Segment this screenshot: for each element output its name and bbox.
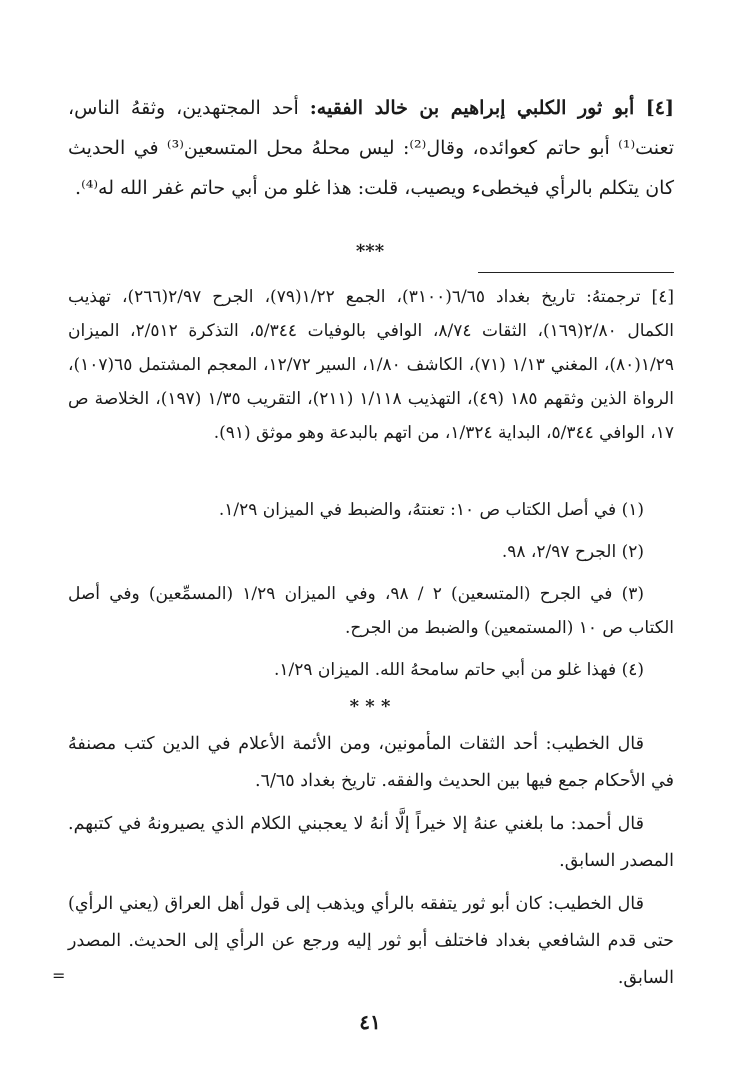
continuation-mark: = — [52, 966, 66, 985]
section-separator: ⁎⁎⁎ — [355, 236, 385, 257]
entry-paragraph — [68, 88, 674, 208]
footnote-4: (٤) فهذا غلو من أبي حاتم سامحهُ الله. الميزان ١/٢٩. — [273, 660, 644, 680]
quote-ahmad: قال أحمد: ما بلغني عنهُ إلا خيراً إلَّا أنهُ لا يعجبني الكلام الذي يصيرونهُ في كتبهم. المصدر السابق. — [68, 814, 674, 871]
footnote-2: (٢) الجرح ٢/٩٧، ٩٨. — [501, 542, 644, 562]
footnote-3: (٣) في الجرح (المتسعين) ٢ / ٩٨، وفي الميزان ١/٢٩ (المسمِّعين) وفي أصل الكتاب ص ١٠ (المستمعين) والضبط من الجرح. — [68, 584, 674, 638]
quotes-block — [68, 726, 674, 997]
quote-khatib-2: قال الخطيب: كان أبو ثور يتفقه بالرأي ويذهب إلى قول أهل العراق (يعني الرأي) حتى قدم الشافعي بغداد فاختلف أبو ثور إليه ورجع عن الرأي إلى الحديث. المصدر السابق. — [68, 894, 674, 988]
section-separator-mid: * * * — [349, 696, 391, 717]
entry-heading: [٤] أبو ثور الكلبي إبراهيم بن خالد الفقيه: — [309, 97, 674, 119]
entry-text: أحد المجتهدين، وثقهُ الناس، تعنت⁽¹⁾ أبو حاتم كعوائده، وقال⁽²⁾: ليس محلهُ محل المتسعين⁽³⁾ في الحديث كان يتكلم بالرأي فيخطىء ويصيب، قلت: هذا غلو من أبي حاتم غفر الله له⁽⁴⁾. — [68, 97, 674, 199]
footnote-1: (١) في أصل الكتاب ص ١٠: تعنتهُ، والضبط في الميزان ١/٢٩. — [218, 500, 644, 520]
biography-note: [٤] ترجمتهُ: تاريخ بغداد ٦/٦٥(٣١٠٠)، الجمع ١/٢٢(٧٩)، الجرح ٢/٩٧(٢٦٦)، تهذيب الكمال ٢/٨٠(١٦٩)، الثقات ٨/٧٤، الوافي بالوفيات ٥/٣٤٤، التذكرة ٢/٥١٢، الميزان ١/٢٩(٨٠)، المغني ١/١٣ (٧١)، الكاشف ١/٨٠، السير ١٢/٧٢، المعجم المشتمل ٦٥(١٠٧)، الرواة الذين وثقهم ١٨٥ (٤٩)، التهذيب ١/١١٨ (٢١١)، التقريب ١/٣٥ (١٩٧)، الخلاصة ص ١٧، الوافي ٥/٣٤٤، البداية ١/٣٢٤، من اتهم بالبدعة وهو موثق (٩١). — [68, 287, 675, 443]
page-number: ٤١ — [359, 1010, 381, 1034]
biography-note-block — [68, 280, 674, 450]
entry-block — [68, 88, 674, 208]
quote-khatib-1: قال الخطيب: أحد الثقات المأمونين، ومن الأئمة الأعلام في الدين كتب مصنفهُ في الأحكام جمع فيها بين الحديث والفقه. تاريخ بغداد ٦/٦٥. — [68, 734, 674, 791]
footnotes-block — [68, 493, 674, 687]
footnote-rule — [478, 272, 674, 273]
